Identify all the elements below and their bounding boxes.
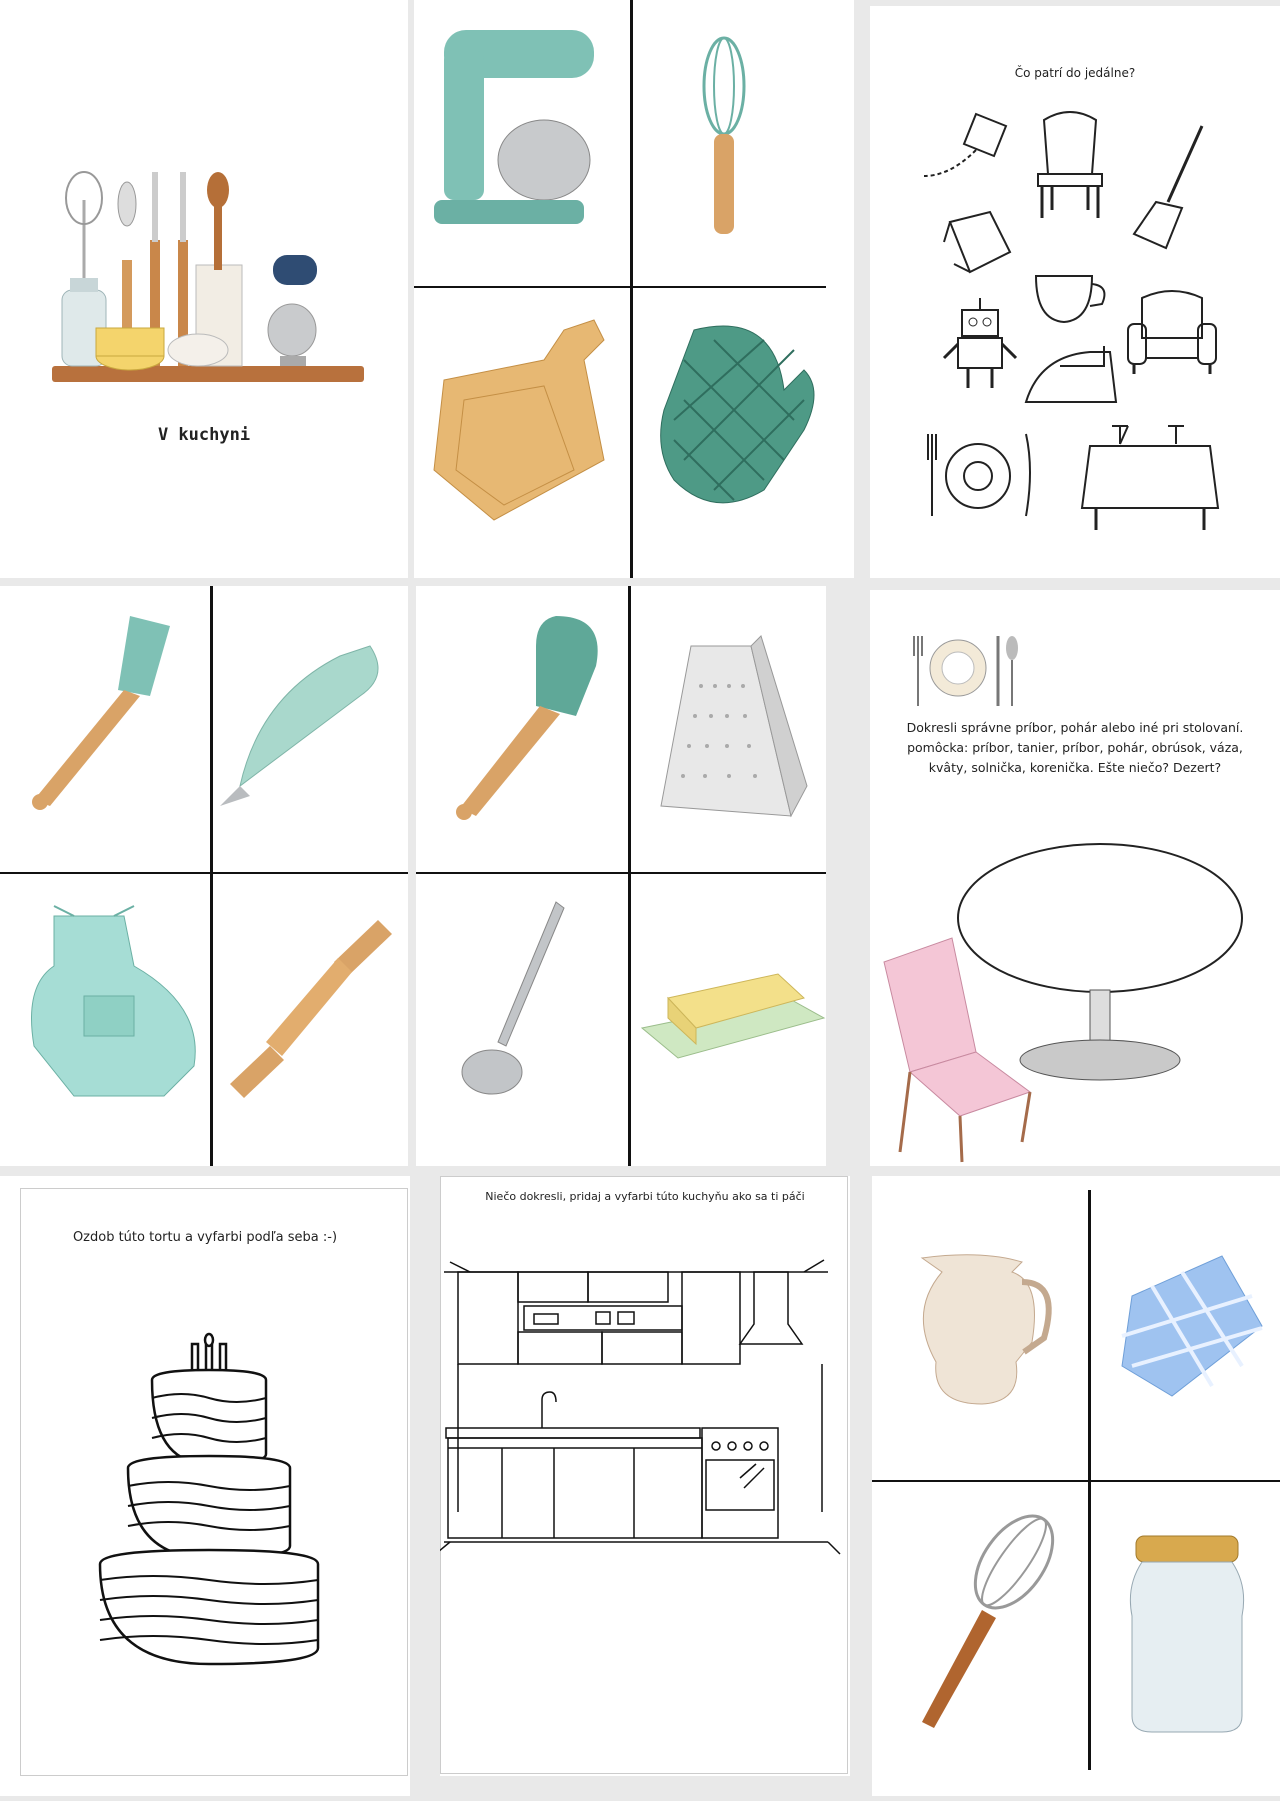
table-setting-line2: pomôcka: príbor, tanier, príbor, pohár, obrúsok, váza,: [907, 740, 1243, 755]
page-dining-quiz: [870, 6, 1280, 578]
page-cards-2: [0, 586, 408, 1166]
robot-icon: [940, 296, 1020, 392]
page-cards-4: [872, 1176, 1280, 1796]
pastry-brush-icon: [20, 606, 190, 826]
pillow-icon: [940, 202, 1020, 282]
dining-table-icon: [1080, 424, 1220, 534]
rolling-pin-icon: [228, 906, 398, 1106]
page-gap: [826, 0, 854, 578]
page-kitchen: [440, 1176, 850, 1776]
kite-icon: [920, 106, 1010, 196]
apron-icon: [14, 906, 204, 1106]
cup-icon: [1032, 270, 1112, 330]
cake-outline: [92, 1336, 352, 1676]
armchair-icon: [1122, 288, 1222, 378]
kitchen-outline: [444, 1252, 834, 1572]
stand-mixer-icon: [434, 30, 614, 240]
place-setting-icon: [912, 632, 1022, 712]
grater-icon: [651, 636, 811, 836]
page-cover: [0, 0, 408, 578]
dining-quiz-title: Čo patrí do jedálne?: [1014, 66, 1136, 80]
iron-icon: [1020, 336, 1120, 416]
kitchen-utensils-illustration: [48, 170, 368, 390]
table-setting-line1: Dokresli správne príbor, pohár alebo iné pri stolovaní.: [906, 720, 1244, 735]
page-table-setting: [870, 590, 1280, 1166]
oven-mitt-icon: [654, 320, 814, 510]
milk-jug-icon: [912, 1252, 1062, 1412]
whisk-icon-2: [914, 1512, 1064, 1752]
spatula-icon: [436, 606, 616, 836]
page-cake: [0, 1176, 410, 1796]
place-setting-icon: [926, 430, 1036, 520]
jar-icon: [1122, 1536, 1252, 1736]
chair-icon: [1030, 110, 1110, 220]
ladle-icon: [456, 896, 576, 1106]
page-cards-3: [416, 586, 826, 1166]
cake-title: Ozdob túto tortu a vyfarbi podľa seba :-): [72, 1230, 338, 1245]
pink-chair-icon: [880, 932, 1030, 1162]
whisk-icon: [694, 36, 754, 236]
napkin-icon: [1112, 1256, 1272, 1406]
cutting-board-icon: [434, 320, 614, 520]
piping-bag-icon: [220, 636, 400, 816]
page-cards-1: [414, 0, 826, 578]
cover-title: V kuchyni: [157, 425, 251, 445]
table-setting-line3: kvâty, solnička, korenička. Ešte niečo? Dezert?: [928, 760, 1222, 775]
kitchen-title: Niečo dokresli, pridaj a vyfarbi túto kuchyňu ako sa ti páči: [485, 1190, 805, 1203]
broom-icon: [1132, 122, 1212, 252]
butter-dish-icon: [638, 958, 826, 1078]
